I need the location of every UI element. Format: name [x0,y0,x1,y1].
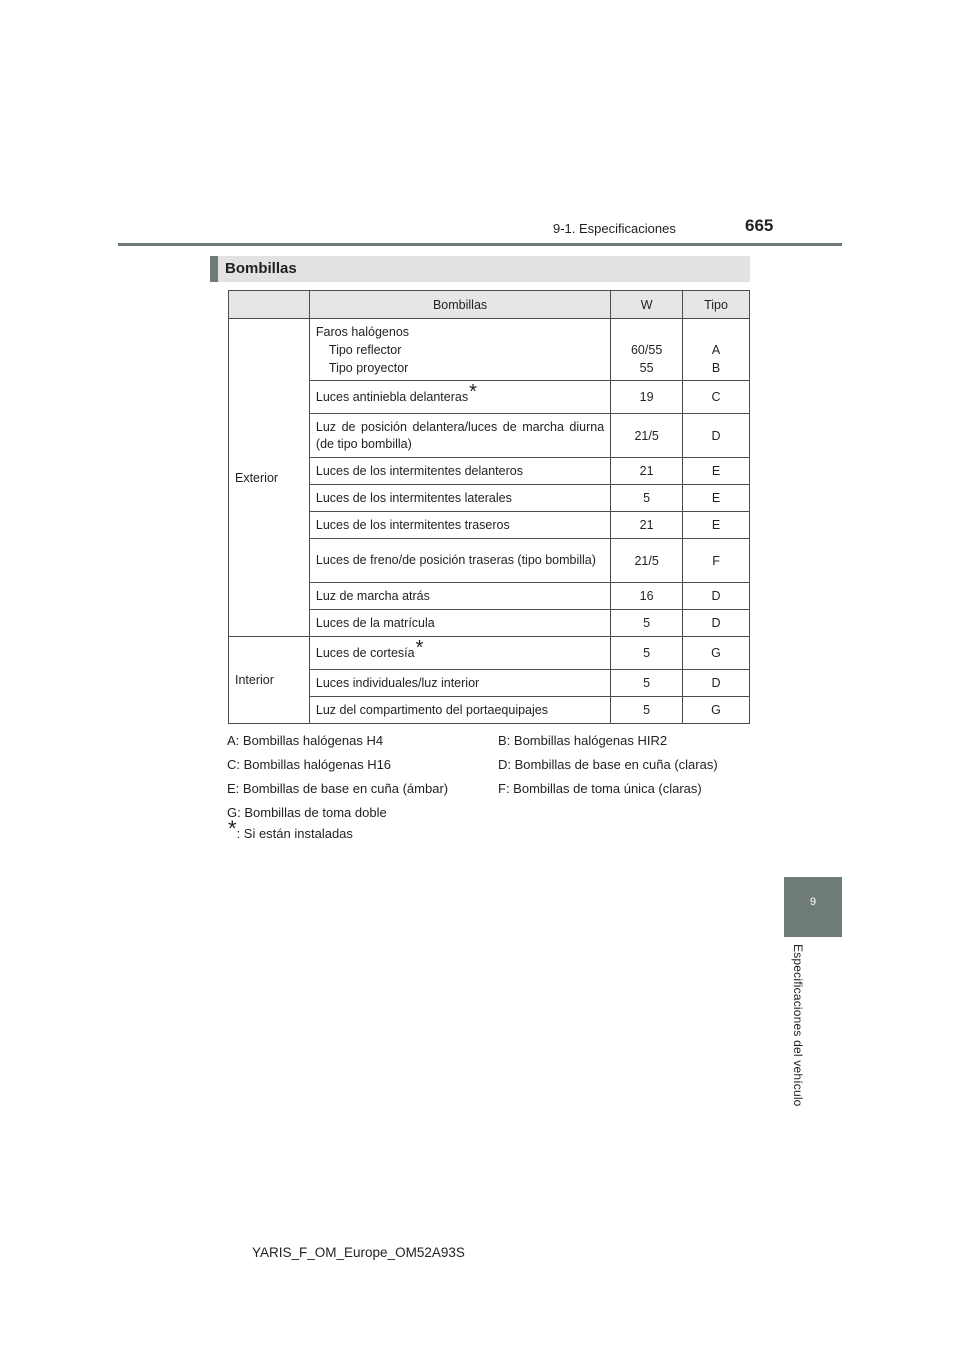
bulb-name: Luces de cortesía* [309,637,610,670]
column-header-type: Tipo [683,291,750,319]
bulb-watts: 19 [611,381,683,414]
bulb-type: E [683,512,750,539]
footnote [227,816,353,841]
legend-f: F: Bombillas de toma única (claras) [498,781,702,796]
bulb-type [683,319,750,381]
bulb-name: Luces de la matrícula [309,610,610,637]
bulb-type: D [683,610,750,637]
bulb-name: Luz de posición delantera/luces de marcha diurna (de tipo bombilla) [309,414,610,458]
group-exterior: Exterior [229,319,310,637]
chapter-tab: 9 [784,877,842,937]
bulb-name [309,319,610,381]
bulb-name: Luz de marcha atrás [309,583,610,610]
bulb-watts: 5 [611,637,683,670]
bulb-type: F [683,539,750,583]
legend-d: D: Bombillas de base en cuña (claras) [498,757,718,772]
bulb-watts: 5 [611,697,683,724]
bulb-type: D [683,583,750,610]
legend-e: E: Bombillas de base en cuña (ámbar) [227,781,449,796]
footnote-asterisk: * [228,816,237,841]
bulb-name: Luces individuales/luz interior [309,670,610,697]
bulb-name-main: Faros halógenos [315,324,410,339]
bulb-type: D [683,670,750,697]
bulb-type: E [683,458,750,485]
bulb-name-sub: Tipo proyector [328,360,409,375]
legend-b: B: Bombillas halógenas HIR2 [498,733,668,748]
legend-c: C: Bombillas halógenas H16 [227,757,392,772]
bulb-type-value: A [711,342,721,357]
bulb-name: Luces de freno/de posición traseras (tipo bombilla) [309,539,610,583]
footnote-text: : Si están instaladas [236,826,353,841]
chapter-tab-label: Especificaciones del vehículo [791,944,805,1107]
legend-a: A: Bombillas halógenas H4 [227,733,384,748]
page-number: 665 [745,216,774,235]
bulb-name: Luz del compartimento del portaequipajes [309,697,610,724]
bulb-type: G [683,637,750,670]
bulbs-table [228,290,750,724]
header-divider [118,243,842,246]
running-header-section: 9-1. Especificaciones [553,221,676,236]
bulb-type-value: B [711,360,721,375]
table-row [229,637,750,670]
bulb-type: E [683,485,750,512]
bulb-watts: 21 [611,512,683,539]
bulb-watts: 21/5 [611,414,683,458]
bulb-watts: 16 [611,583,683,610]
legend-g: G: Bombillas de toma doble [227,805,387,820]
bulb-watts: 5 [611,485,683,512]
bulb-watts: 5 [611,610,683,637]
bulb-name: Luces de los intermitentes delanteros [309,458,610,485]
footnote-asterisk: * [469,380,477,403]
bulb-watts: 21 [611,458,683,485]
column-header-group [229,291,310,319]
bulb-name: Luces de los intermitentes laterales [309,485,610,512]
section-title: Bombillas [210,256,750,282]
table-header-row [229,291,750,319]
bulb-watts: 5 [611,670,683,697]
bulb-watts-value: 60/55 [630,342,663,357]
document-footer: YARIS_F_OM_Europe_OM52A93S [252,1245,465,1260]
bulb-name: Luces de los intermitentes traseros [309,512,610,539]
bulb-name-sub: Tipo reflector [328,342,402,357]
bulb-watts [611,319,683,381]
column-header-bulbs: Bombillas [309,291,610,319]
bulb-type: G [683,697,750,724]
group-interior: Interior [229,637,310,724]
bulb-name: Luces antiniebla delanteras* [309,381,610,414]
bulb-watts-value: 55 [639,360,654,375]
footnote-asterisk: * [415,636,424,659]
column-header-watts: W [611,291,683,319]
table-row [229,319,750,381]
bulb-watts: 21/5 [611,539,683,583]
bulb-type: D [683,414,750,458]
bulb-type: C [683,381,750,414]
